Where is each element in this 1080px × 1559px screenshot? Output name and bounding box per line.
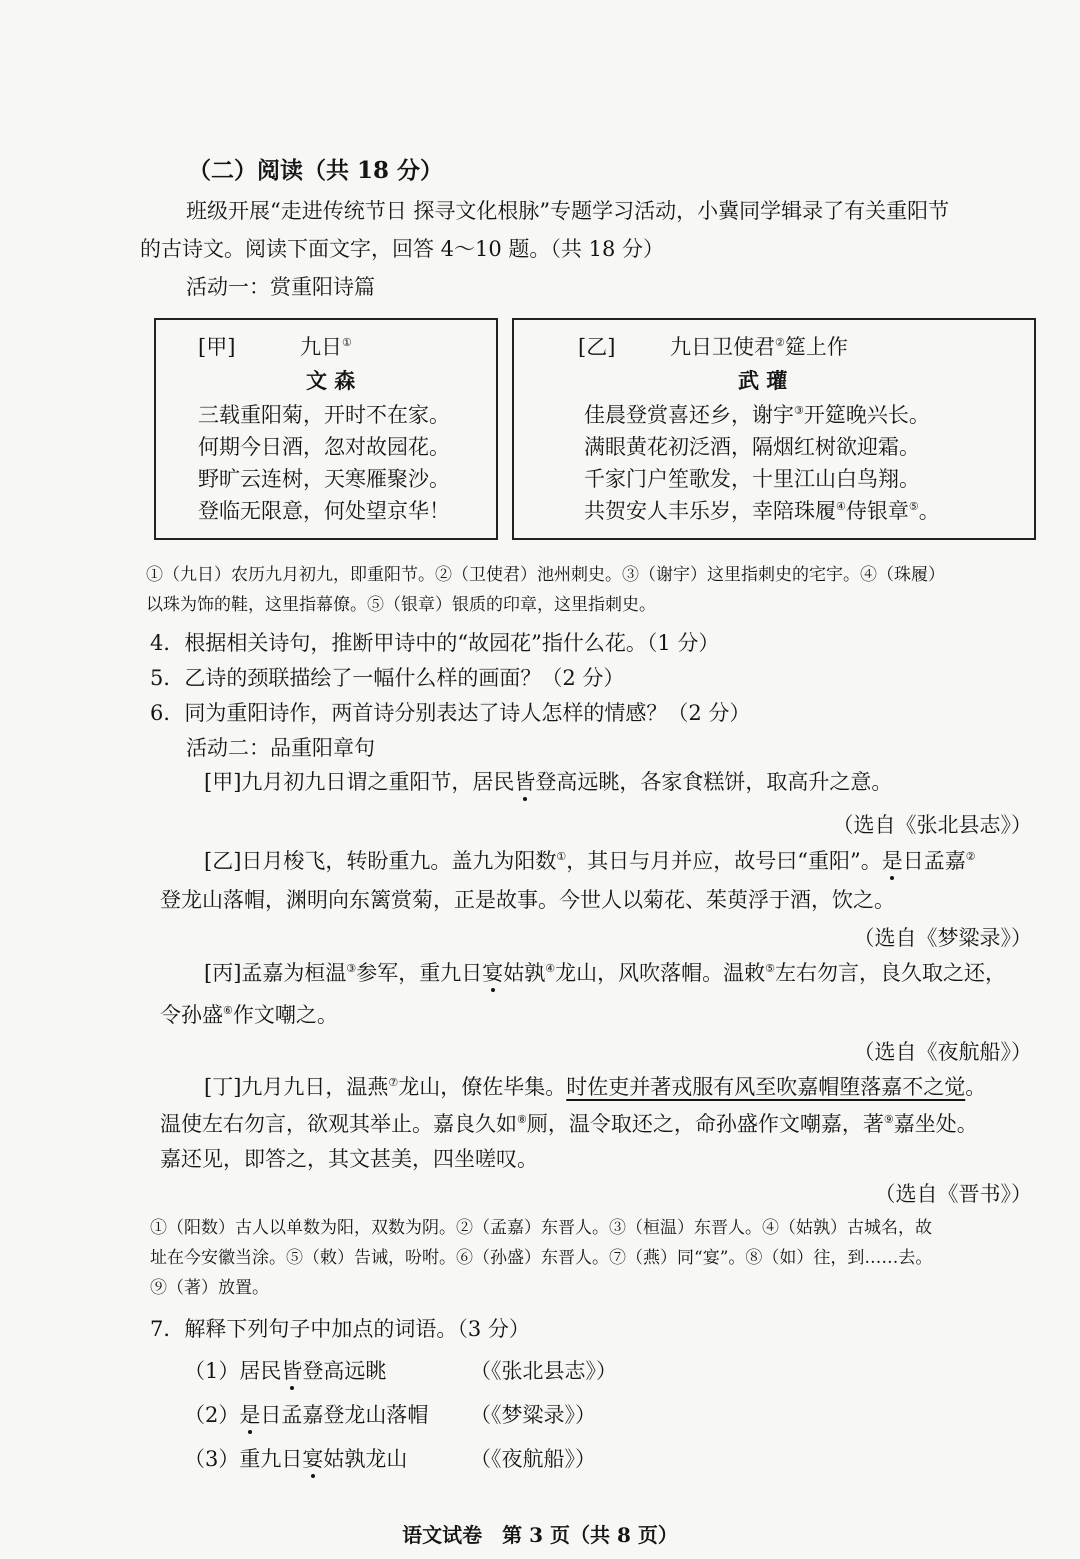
poem-jia-line-4: 登临无限意，何处望京华！ — [198, 499, 450, 523]
section-title: （二）阅读（共 18 分） — [188, 157, 444, 184]
text-yi-line-1: [乙]日月梭飞，转盼重九。盖九为阳数①，其日与月并应，故号曰“重阳”。是日孟嘉② — [204, 849, 976, 873]
poem-yi-tag: [乙] — [578, 335, 616, 359]
poem-yi-title: 九日卫使君②筵上作 — [670, 335, 848, 359]
poem-jia-line-2: 何期今日酒，忽对故园花。 — [198, 435, 450, 459]
q7-item-1: （1）居民皆登高远眺 — [184, 1359, 387, 1383]
poem-jia-author: 文 森 — [306, 368, 356, 393]
question-4: 4．根据相关诗句，推断甲诗中的“故园花”指什么花。（1 分） — [150, 631, 720, 655]
poem-jia-line-3: 野旷云连树，天寒雁聚沙。 — [198, 467, 450, 491]
text-ding-line-2: 温使左右勿言，欲观其举止。嘉良久如⑧厕，温令取还之，命孙盛作文嘲嘉，著⑨嘉坐处。 — [160, 1112, 978, 1136]
text-bing-line-2: 令孙盛⑥作文嘲之。 — [160, 1003, 338, 1027]
poem-jia-tag: [甲] — [198, 335, 236, 359]
notes-1-line-1: ①（九日）农历九月初九，即重阳节。②（卫使君）池州刺史。③（谢宇）这里指刺史的宅宇。④（珠履） — [146, 565, 945, 585]
poem-jia-title: 九日① — [300, 335, 352, 359]
text-jia: [甲]九月初九日谓之重阳节，居民皆登高远眺，各家食糕饼，取高升之意。 — [204, 770, 893, 794]
page-footer: 语文试卷 第 3 页（共 8 页） — [402, 1523, 678, 1547]
text-jia-source: （选自《张北县志》） — [832, 813, 1032, 837]
text-bing-source: （选自《夜航船》） — [853, 1040, 1032, 1064]
activity-1-title: 活动一：赏重阳诗篇 — [186, 275, 375, 299]
intro-line-2: 的古诗文。阅读下面文字，回答 4～10 题。（共 18 分） — [140, 237, 665, 261]
question-6: 6．同为重阳诗作，两首诗分别表达了诗人怎样的情感？（2 分） — [150, 701, 751, 725]
text-ding-line-1: [丁]九月九日，温燕⑦龙山，僚佐毕集。时佐吏并著戎服有风至吹嘉帽堕落嘉不之觉。 — [204, 1075, 987, 1099]
q7-item-3-source: （《夜航船》） — [470, 1447, 596, 1471]
poem-yi-line-4: 共贺安人丰乐岁，幸陪珠履④侍银章⑤。 — [584, 499, 940, 523]
poem-jia-line-1: 三载重阳菊，开时不在家。 — [198, 403, 450, 427]
notes-2-line-1: ①（阳数）古人以单数为阳，双数为阴。②（孟嘉）东晋人。③（桓温）东晋人。④（姑孰）古城名，故 — [150, 1218, 932, 1238]
text-yi-source: （选自《梦粱录》） — [853, 926, 1032, 950]
text-yi-line-2: 登龙山落帽，渊明向东篱赏菊，正是故事。今世人以菊花、茱萸浮于酒，饮之。 — [160, 888, 895, 912]
text-ding-line-3: 嘉还见，即答之，其文甚美，四坐嗟叹。 — [160, 1147, 538, 1171]
question-5: 5．乙诗的颈联描绘了一幅什么样的画面？（2 分） — [150, 666, 625, 690]
notes-2-line-2: 址在今安徽当涂。⑤（敕）告诫，吩咐。⑥（孙盛）东晋人。⑦（燕）同“宴”。⑧（如）往，到……去。 — [150, 1248, 933, 1268]
poem-yi-line-3: 千家门户笙歌发，十里江山白鸟翔。 — [584, 467, 920, 491]
text-bing-line-1: [丙]孟嘉为桓温③参军，重九日宴姑孰④龙山，风吹落帽。温敕⑤左右勿言，良久取之还， — [204, 961, 1007, 985]
poem-yi-line-1: 佳晨登赏喜还乡，谢宇③开筵晚兴长。 — [584, 403, 930, 427]
activity-2-title: 活动二：品重阳章句 — [186, 736, 375, 760]
poem-yi-box — [512, 318, 1036, 540]
poem-jia-box — [154, 318, 498, 540]
q7-item-1-source: （《张北县志》） — [470, 1359, 617, 1383]
text-ding-source: （选自《晋书》） — [874, 1182, 1032, 1206]
poem-yi-author: 武 瓘 — [738, 368, 788, 393]
question-7-title: 7．解释下列句子中加点的词语。（3 分） — [150, 1317, 530, 1341]
notes-1-line-2: 以珠为饰的鞋，这里指幕僚。⑤（银章）银质的印章，这里指刺史。 — [146, 595, 656, 615]
q7-item-2-source: （《梦粱录》） — [470, 1403, 596, 1427]
intro-line-1: 班级开展“走进传统节日 探寻文化根脉”专题学习活动，小冀同学辑录了有关重阳节 — [186, 199, 950, 223]
q7-item-2: （2）是日孟嘉登龙山落帽 — [184, 1403, 429, 1427]
q7-item-3: （3）重九日宴姑孰龙山 — [184, 1447, 408, 1471]
underlined-sentence: 时佐吏并著戎服有风至吹嘉帽堕落嘉不之觉 — [566, 1075, 966, 1099]
poem-yi-line-2: 满眼黄花初泛酒，隔烟红树欲迎霜。 — [584, 435, 920, 459]
notes-2-line-3: ⑨（著）放置。 — [150, 1278, 269, 1298]
